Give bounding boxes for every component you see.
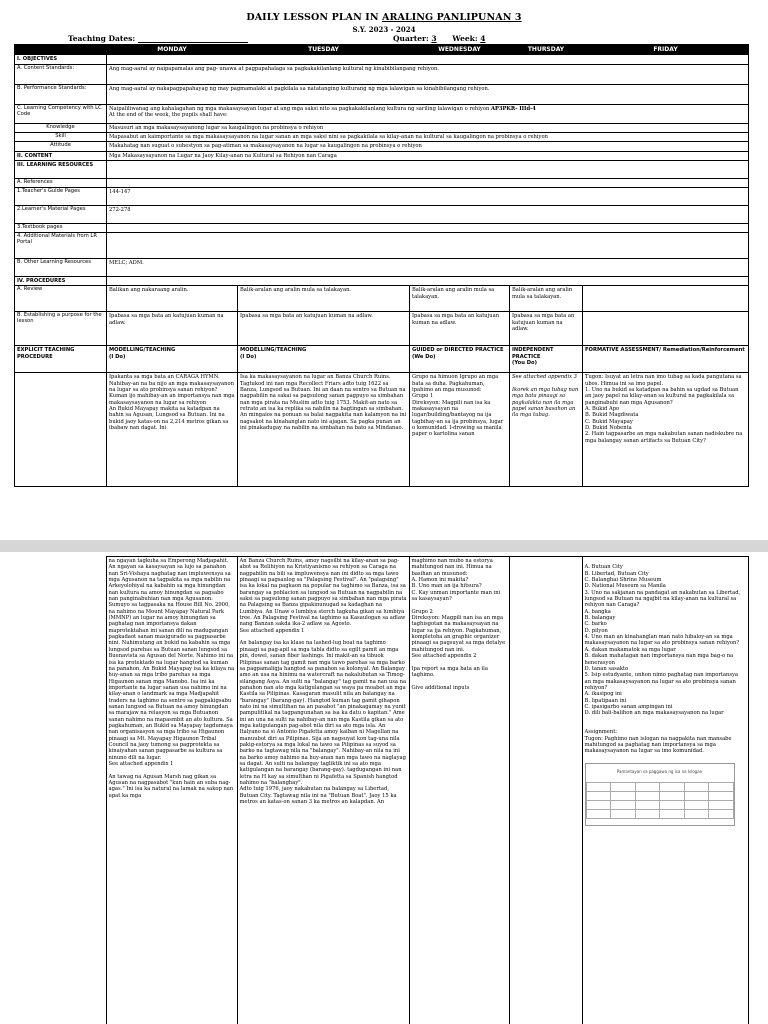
content-standards-row [15, 64, 749, 84]
procedures-row [15, 276, 749, 285]
purpose-tuesday: Ipabasa sa mga bata an katujuan kuman na adlaw. [238, 312, 410, 346]
activity-thursday: See attached appendix 3 Ikorek an mga tubag nan mga bata pinaagi sa pagkalakta nan ila mga papel sanan basahon an ila mga tubag. [510, 373, 583, 487]
competency-code: AP3PKR- IIId-4 [490, 105, 536, 112]
learning-resources-empty [107, 161, 749, 179]
content-standards-text: Ang mag-aaral ay naipapamalas ang pag- unawa at pagpapahalaga sa pagkakakilanlang kultural ng kinabibilangang rehiyon. [107, 64, 749, 84]
activity-tuesday: Isa ka makasaysayanon na lugar an Banza Church Ruins. Tagtukod ini nan mga Recollect Friars adto tuig 1622 sa Banza, Lungsod sa Butuan. Ini an daan na sentro sa Butuan na nagpabilin na sakai sa pagsulong sanan pagpuyo sa simbahan nan mga pirata na Muslim adto tuig 1753. Makit-an nato sa retrato an isa ka replika sa nabilin na bagtingan sa simbahan. An mingaios na ponuan sa balai nagpakita nan kalamyon na ini nagsakot na kinahanglan nato ini ajagan. Sa pagka punan an ini pinakadugay na nabilin na simbahan na bato sa Mindanao. [238, 373, 410, 487]
additional-label: 4. Additional Materials from LR Portal [15, 232, 107, 258]
title-subject: ARALING PANLIPUNAN 3 [382, 12, 522, 23]
skill-row [15, 133, 749, 142]
procedures-label: IV. PROCEDURES [15, 276, 107, 285]
day-header-row [15, 45, 749, 55]
activity-friday: Tugon: Isuyat an letra nan imo tubag sa kada pangutana sa ubos. Himua ini sa imo papel. 1. Uno na bukid sa katadpan na bahin sa ugdad sa Butuan an jaoy papel na kilay-anan sa kultural na pagkakilala sa panginabuhi nan mga Agusanon? A. Bukid Apo B. Bukid Magdiwata C. Bukid Mayapay D. Bukid Nobenta 2. Hain tagpasarbe an mga nakabutan sanan nadiskubre na mga balangay sanan artifacts sa Butuan City? [583, 373, 749, 487]
review-friday [583, 286, 749, 312]
learning-resources-label: III. LEARNING RESOURCES [15, 161, 107, 179]
purpose-monday: Ipabasa sa mga bata an katujuan kuman na adlaw. [107, 312, 238, 346]
references-empty [107, 179, 749, 188]
explicit-label: EXPLICIT TEACHING PROCEDURE [15, 346, 107, 373]
textbook-label: 3.Textbook pages [15, 224, 107, 233]
lm-row [15, 206, 749, 224]
attitude-row [15, 142, 749, 151]
document-title [0, 12, 768, 24]
friday-cont-text: A. Butuan City B. Libertad, Butuan City C. Balanghai Shrine Museum D. National Museum sa Manila 3. Uno na sakjanan na pandagat an nakabutan sa Libertad, lungsod sa Butuan na ngajbit na kilay-anan na kultural sa rehiyon nan Caraga? A. bangka B. balangay C. barko D. pilyon 4. Uno man an kinahanglan man nato hibaloy-an sa mga makasaysayanon na lugar sa ato probinsya sanan rehiyon? A. dakan makamatok sa mga lugar B. dakan mahatagan nan importansya nan mga bag-o na henerasyon D. tanan sasakto 5. Isip estudyante, unhon nimo paghatag nan importansya an mga makasaysayanon na lugar sa ato probinsya sanan rehiyon? A. ikasipog ini B. lipatipaan ini C. ipasigarbo sanan ampingan ini D. dili bali-balihon an mga makasaysayanon na lugar Assignment: Tugon: Paghimo nan islogan na nagpakita nan mansabe mahitungod sa paghatag nan importansya sa mga makasaysayanon na lugar sa imo komunidad. [584, 564, 741, 755]
lm-value: 272-278 [107, 206, 749, 224]
tg-label: 1.Teacher's Guide Pages [15, 188, 107, 206]
purpose-friday [583, 312, 749, 346]
activity-friday-cont [582, 557, 748, 1024]
objectives-empty [107, 55, 749, 64]
activity-wednesday: Grupo na himuon Igrupo an mga bata sa duha. Pagkahuman, ipahimo an mga musunod: Grupo 1 Direksyon: Magpili nan isa ka makasaysayan na lugar/building/bantayog na ija tagbihay-an sa ija probinsya, lugar o komunidad. I-drowing sa manila paper o kartolina sanan [410, 373, 510, 487]
attitude-label: Attitude [15, 142, 107, 151]
other-resources-row [15, 258, 749, 276]
activity-tuesday-cont: An Banza Church Ruins, amoy nagsilbi na kilay-anan sa pag-abot sa Relihiyon na Kristiyanismo sa rehiyon sa Caraga na nagpabilin na bili sa impluwensya nan ini didto sa mga tawo pinaagi sa pagsaulog sa "Palagsing Festival". An "palagsing" isa ka lokal na pagkaon na popular na taghimo sa Banza, isa sa barangay sa poblacion sa lungsod sa Butuan na nagpabilin na saksi sa pagsulong sanan pagpuyo sa simbahan nan mga pirata na Palagsing sa Banza gipakinunugad sa kadaghan na Lumbiya. An Unaw o lumbiya sterch tagkuha gikan sa lumbiya tree. An Palagsing Festival na taghimo sa Kasaulogan sa adlaw nang Banzan sakda ika-2 adlaw sa Agosto. See attached appendix 1 An balangay isa ka klase na lashed-lug boat na taghimo pinaagi sa pag-apil sa mga tabla didto sa egilt pamit an mga pin, dowel, sanan fiber lashings. Ini makit-an sa tibuok Pilipinas sanan tag gamit nan mga tawo parehas sa mga barko sa pagpamaligja hangtod sa panahon sa kolonyal. An Balangay amo an usa na hinimu na watercraft na nakalubutan sa Timog-silangang Asya. An sulti na "balangay" tag gamit na nan usa na panahon nan ato mga katigulangan sa waya pa moabot an mga Kastila sa Pilipinas. Kasagaran masulit nila an balangay na "barangay" (barang-gay). Hangtod kuman tag gamit gihapon nato ini na simultihan na an pasabot "an pinakagamay na yunit pampulitikal na tagpangunahan sa isa ka datu o kapitan." Ame ini an una na sulti na nahibay-an nan mga Kastila gikan sa ato mga katigulangan pag-abot nila diri sa ato mga isla. An Italyano na si Antonio Pigafetta amoy kaiban ni Magellan na manuubot diri sa Pilipinas. Sija an nagsuyat kon tag-una nila pakig-estorya sa mga lokal na tawo sa Pilipinas sa suyod sa barko na tagtawag nila na "balangay". Nahibay-an nila na ini na barko amoy nahimo na huy-anan nan mga tawo na naglayag sa dagat. An sulti na balangay tagliktik ini sa ato mga katigulangan na barangay (barang-gay). tagdugangan ini nan letra na H kay sa simulthan ni Pigafetta sa Spanish hangtod nahimo na "balanghay". Adto tuig 1976, jaoy nakabutan na balangay sa Libertad, Butuan City. Tagtawag nila ini na "Butuan Boat". Jaoy 15 ka metros an katas-on sanan 3 ka metros an kalapdan. An [237, 557, 409, 1024]
col-wednesday: WEDNESDAY [410, 45, 510, 55]
lesson-plan-table [14, 44, 749, 487]
tg-value: 144-147 [107, 188, 749, 206]
skill-text: Mapasabut an kaimportante sa mga makasaysayanon na lugar sanan an mga saksi nini sa pagkakilala sa kilay-anan na kultural sa kaugalingon na probinsya o rehiyon [107, 133, 749, 142]
lesson-plan-page-2 [0, 552, 768, 1024]
purpose-thursday: Ipabasa sa mga bata an katujuan kuman na adlaw. [510, 312, 583, 346]
review-label: A. Review [15, 286, 107, 312]
competency-text: Naipaliliwanag ang kahalagahan ng mga makasaysayan lugar at ang mga saksi nito sa pagkakakilanlang kultura ng sariling lalawigan o rehiyon [109, 105, 491, 112]
additional-row [15, 232, 749, 258]
additional-empty [107, 232, 749, 258]
activity-thursday-cont [509, 557, 582, 1024]
page-gap [0, 540, 768, 552]
objectives-row [15, 55, 749, 64]
week-value: 4 [480, 34, 486, 43]
activity-row-p2 [14, 557, 748, 1024]
rubric-thumbnail [585, 763, 735, 826]
explicit-thursday-head: INDEPENDENT PRACTICE (You Do) [510, 346, 583, 373]
quarter-label: Quarter: [393, 34, 429, 43]
rubric-caption: Pamantayan sa paggawa ng isa na Islogan [616, 769, 703, 775]
performance-standards-label: B. Performance Standards: [15, 84, 107, 104]
review-thursday: Balik-aralan ang aralin mula sa talakayan. [510, 286, 583, 312]
other-resources-label: B. Other Learning Resources [15, 258, 107, 276]
competency-cell [107, 104, 749, 123]
performance-standards-row [15, 84, 749, 104]
activity-label-empty [15, 373, 107, 487]
explicit-friday-head: FORMATIVE ASSESSMENT/ Remediation/Reinforcement [583, 346, 749, 373]
lm-label: 2.Learner's Material Pages [15, 206, 107, 224]
review-tuesday: Balik-aralan ang aralin mula sa talakayan. [238, 286, 410, 312]
col-tuesday: TUESDAY [238, 45, 410, 55]
references-label: A. References [15, 179, 107, 188]
col-friday: FRIDAY [583, 45, 749, 55]
teaching-dates [68, 34, 248, 43]
textbook-empty [107, 224, 749, 233]
activity-wednesday-cont: maghimo nan mubo na estorya mahitungod nan ini. Himua na basihan an musunod: A. Hamon ini makita? B. Uno man an ija hitsura? C. Kay unman importante man ini sa kasaysayan? Grupo 2 Direksyon: Magpili nan isa an mga taghisgotan na makasaysayan na lugar sa ija rehiyon. Pagkahuman, kompletoha an graphic organizer pinaagi sa pagsuyat sa mga detalye mahitungod nan ini. See attached appendix 2 Ipa report sa mga bata an ila taghimo. Give additional inputs [409, 557, 509, 1024]
purpose-wednesday: Ipabasa sa mga bata an katujuan kuman na adlaw. [410, 312, 510, 346]
content-label: II. CONTENT [15, 151, 107, 160]
objectives-label: I. OBJECTIVES [15, 55, 107, 64]
tg-row [15, 188, 749, 206]
review-wednesday: Balik-aralan ang aralin mula sa talakayan. [410, 286, 510, 312]
col-thursday: THURSDAY [510, 45, 583, 55]
references-row [15, 179, 749, 188]
corner-cell [15, 45, 107, 55]
attitude-text: Makahatag nan suguat o suhestyon sa pag-atiman sa makasaysayanon na lugar sa kaugalingon na probinsya o rehiyon [107, 142, 749, 151]
skill-label: Skill [15, 133, 107, 142]
purpose-label: B. Establishing a purpose for the lesson [15, 312, 107, 346]
knowledge-row [15, 123, 749, 132]
knowledge-text: Masusuri an mga makasaysayanong lugar sa kaugalingon na probinsya o rehiyon [107, 123, 749, 132]
title-prefix: DAILY LESSON PLAN IN [246, 12, 383, 23]
explicit-monday-head: MODELLING/TEACHING (I Do) [107, 346, 238, 373]
review-row [15, 286, 749, 312]
document-header [0, 12, 768, 34]
learning-resources-row [15, 161, 749, 179]
quarter-value: 3 [431, 34, 437, 43]
explicit-wednesday-head: GUIDED or DIRECTED PRACTICE (We Do) [410, 346, 510, 373]
procedures-empty [107, 276, 749, 285]
lesson-plan-table-continued [14, 556, 749, 1024]
school-year: S.Y. 2023 - 2024 [352, 24, 416, 34]
week-label: Week: [452, 34, 478, 43]
label-col-empty [14, 557, 106, 1024]
knowledge-label: Knowledge [15, 123, 107, 132]
end-of-week-text: At the end of the week, the pupils shall have: [109, 112, 228, 118]
content-text: Mga Makasaysayanon na Lugar na Jaoy Kilay-anan na Kultural sa Rehiyon nan Caraga [107, 151, 749, 160]
performance-standards-text: Ang mag-aaral ay nakapagpapahayag ng may pagmamalaki at pagkilala sa natatanging kulturang ng mga lalawigan sa kinabibilangang rehiyon. [107, 84, 749, 104]
content-row [15, 151, 749, 160]
rubric-table [586, 782, 734, 819]
competency-label: C. Learning Competency with LC Code [15, 104, 107, 123]
activity-monday-cont: na ngayan tagkuha sa Emperong Madjapahit. An ngayan sa kasaysayan sa lujo sa panahon nan Sri-Vishaya naghatag nan impluwensya sa mga Agusanon na tagpakita sa mga nabilin na Arkeyolohiyal na kabahin sa mga hinungdan nan kultura na amoy hinungdan sa pagsabo nan panginabuhian nan mga Agusanon. Sumuyo sa tagpasaka na House Bill No. 2900, na nahimo na Mount Mayapay Natural Park (MMNP) an lugar na amoy hinungdan sa paghatag nan importansya dakan maprotektahan ini sanan dili na madugangan pagkadaot sanan masigurado sa pagpasarbe nini. Nahimutang an bukid na kabahin sa mga lungsod parehas sa Butuan sanan lungsod sa Buenavista sa Agusan del Norte. Nahimo ini na isa ka protektado na lugar hangtod sa kuman na panahon. An Bukid Mayapay isa ka kilaya na huy-anan sa mga tribo parehas sa mga Higaunon sanan mga Manobo. Isa ini ka importante na lugar sanan usa nahimo ini na kilay-anan o landmark sa mga Madjapahit traders na taghimo na sentro sa pagpakigsabu sanan lungsod sa Butuan na amoy hinungdan sa marajaw na relasyon sa mga Butuanon sanan nahimo na mapasmbit an ato kultura. Sa pagkahuman, an Bukid sa Mayapay tagdumaya nan organisasyon sa mga tribo sa Higaunon pinaagi sa Mt. Mayapay Higaunon Tribal Council na jaoy tumong sa pagprotekta sa kinaiyahan sanan pagpasarbe sa kultura sa ninuno dili na lugar. See attached appendix 1 An tawag na Agusan Marsh nag gikan sa Agusan na nagpasabot "kun hain an suba nag-agas." Ini isa ka natural na lamak na sakop nan upat ka mga [106, 557, 237, 1024]
activity-monday: Ipakanta sa mga bata an CARAGA HYMN. Nahibay-an na ba nijo an mga makasaysayanon na lugar sa ato probinsya sanan rehiyon? Kuman ijo mahibay-an an importansya nan mga makasaysayanon na lugar sa rehiyon An Bukid Mayapay makita sa katadpan na bahin sa Agusan, Lungsod sa Butuan. Ini na bukid jaoy katas-on na 2,214 metros gikan sa ibabaw nan dagat. Ini [107, 373, 238, 487]
activity-row-p1 [15, 373, 749, 487]
content-standards-label: A. Content Standards: [15, 64, 107, 84]
explicit-row [15, 346, 749, 373]
purpose-row [15, 312, 749, 346]
review-monday: Balikan ang nakaraang aralin. [107, 286, 238, 312]
teaching-dates-blank[interactable] [138, 36, 248, 43]
competency-row [15, 104, 749, 123]
explicit-tuesday-head: MODELLING/TEACHING (I Do) [238, 346, 410, 373]
col-monday: MONDAY [107, 45, 238, 55]
teaching-dates-label: Teaching Dates: [68, 34, 136, 43]
quarter-week [393, 34, 485, 43]
textbook-row [15, 224, 749, 233]
other-resources-value: MELC; ADM. [107, 258, 749, 276]
